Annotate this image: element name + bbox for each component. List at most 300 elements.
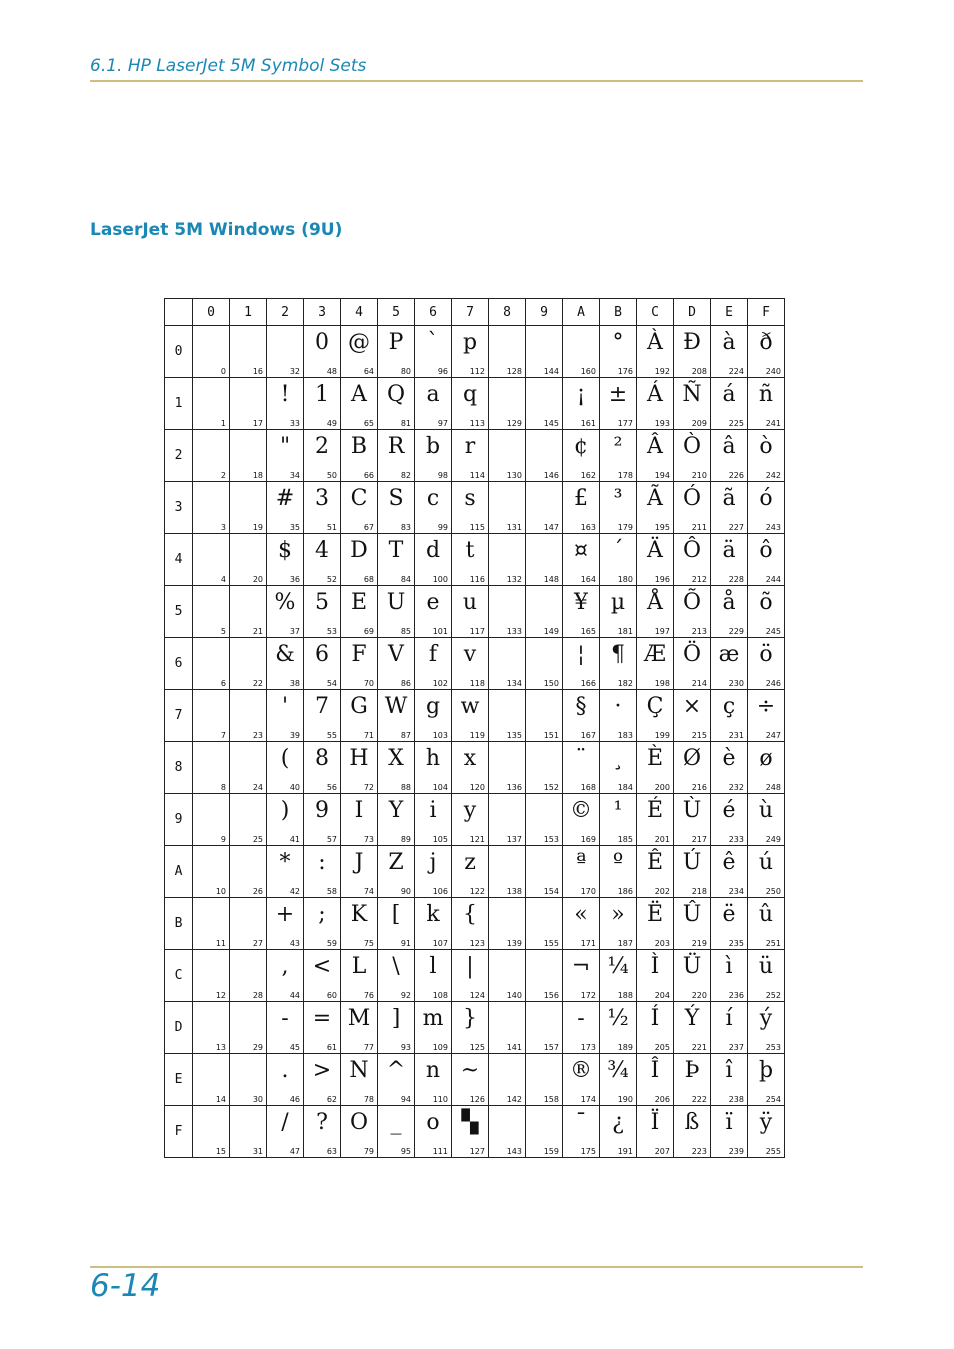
char-code: 191 [617,1147,633,1156]
char-glyph: è [722,746,736,771]
char-code: 75 [363,939,374,948]
char-code: 26 [252,887,263,896]
char-code: 40 [289,783,300,792]
char-code: 232 [728,783,744,792]
char-code: 101 [432,627,448,636]
running-header: 6.1. HP LaserJet 5M Symbol Sets [90,56,367,76]
char-glyph: × [682,694,702,719]
table-row [165,690,785,742]
char-code: 4 [220,575,226,584]
char-glyph: ² [613,434,623,459]
char-glyph: ¦ [577,642,585,667]
char-code: 130 [506,471,522,480]
char-glyph: Ó [682,486,702,511]
char-cell-7 [193,690,230,742]
char-cell-11 [193,898,230,950]
char-code: 186 [617,887,633,896]
char-glyph: § [575,694,587,719]
char-cell-225 [711,378,748,430]
char-cell-79 [341,1106,378,1158]
char-cell-134 [489,638,526,690]
char-cell-148 [526,534,563,586]
char-glyph: t [465,538,475,563]
char-glyph: R [387,434,405,459]
char-cell-131 [489,482,526,534]
char-cell-223 [674,1106,711,1158]
char-cell-55 [304,690,341,742]
char-glyph: ä [722,538,736,563]
char-code: 84 [400,575,411,584]
char-cell-249 [748,794,785,846]
char-code: 143 [506,1147,522,1156]
char-cell-16 [230,326,267,378]
char-glyph: ß [684,1110,700,1135]
char-cell-38 [267,638,304,690]
char-cell-24 [230,742,267,794]
char-code: 179 [617,523,633,532]
char-cell-129 [489,378,526,430]
char-glyph: j [429,850,437,875]
char-code: 3 [220,523,226,532]
char-glyph: ó [759,486,773,511]
char-code: 57 [326,835,337,844]
char-cell-0 [193,326,230,378]
char-cell-13 [193,1002,230,1054]
char-glyph: S [388,486,404,511]
char-code: 1 [220,419,226,428]
char-glyph: L [351,954,367,979]
char-cell-40 [267,742,304,794]
char-cell-243 [748,482,785,534]
char-code: 188 [617,991,633,1000]
char-glyph: Ù [682,798,702,823]
char-glyph: ï [725,1110,733,1135]
char-code: 178 [617,471,633,480]
char-code: 157 [543,1043,559,1052]
char-glyph: Ï [650,1110,660,1135]
char-cell-210 [674,430,711,482]
char-glyph: = [312,1006,332,1031]
char-glyph: } [463,1006,477,1031]
char-glyph: X [388,746,404,771]
char-code: 74 [363,887,374,896]
char-code: 111 [432,1147,448,1156]
column-header-9: 9 [526,299,563,326]
char-code: 142 [506,1095,522,1104]
char-code: 7 [220,731,226,740]
char-glyph: ▚ [461,1110,479,1135]
char-glyph: ÿ [759,1110,773,1135]
char-cell-98 [415,430,452,482]
char-glyph: a [426,382,440,407]
char-glyph: ç [722,694,736,719]
char-glyph: Ç [646,694,664,719]
char-cell-85 [378,586,415,638]
char-cell-31 [230,1106,267,1158]
char-cell-239 [711,1106,748,1158]
table-row [165,534,785,586]
char-cell-216 [674,742,711,794]
char-glyph: Â [647,434,663,459]
char-code: 0 [220,367,226,376]
char-cell-208 [674,326,711,378]
char-cell-113 [452,378,489,430]
char-cell-200 [637,742,674,794]
char-code: 212 [691,575,707,584]
char-code: 12 [215,991,226,1000]
char-glyph: | [466,954,474,979]
char-code: 251 [765,939,781,948]
table-row [165,586,785,638]
char-glyph: ! [280,382,290,407]
char-cell-87 [378,690,415,742]
char-cell-9 [193,794,230,846]
char-cell-76 [341,950,378,1002]
char-glyph: í [725,1006,733,1031]
char-code: 58 [326,887,337,896]
char-cell-252 [748,950,785,1002]
char-code: 172 [580,991,596,1000]
table-row [165,1054,785,1106]
char-code: 21 [252,627,263,636]
char-code: 19 [252,523,263,532]
char-glyph: ° [612,330,624,355]
char-glyph: « [574,902,588,927]
char-glyph: 8 [315,746,329,771]
char-glyph: - [577,1006,585,1031]
char-code: 9 [220,835,226,844]
char-glyph: f [428,642,438,667]
char-cell-44 [267,950,304,1002]
char-glyph: 9 [315,798,329,823]
char-glyph: · [614,694,622,719]
char-code: 126 [469,1095,485,1104]
char-code: 90 [400,887,411,896]
char-code: 52 [326,575,337,584]
char-cell-43 [267,898,304,950]
char-code: 192 [654,367,670,376]
section-title: LaserJet 5M Windows (9U) [90,220,343,240]
row-header-7: 7 [165,690,193,742]
column-header-row [165,299,785,326]
char-code: 55 [326,731,337,740]
char-code: 109 [432,1043,448,1052]
char-code: 209 [691,419,707,428]
char-cell-53 [304,586,341,638]
char-glyph: ù [758,798,774,823]
char-code: 68 [363,575,374,584]
char-code: 115 [469,523,485,532]
char-cell-47 [267,1106,304,1158]
char-cell-188 [600,950,637,1002]
column-header-a: A [563,299,600,326]
char-cell-144 [526,326,563,378]
char-cell-236 [711,950,748,1002]
char-code: 226 [728,471,744,480]
char-cell-65 [341,378,378,430]
char-code: 225 [728,419,744,428]
char-cell-88 [378,742,415,794]
row-header-b: B [165,898,193,950]
char-code: 37 [289,627,300,636]
char-glyph: w [460,694,480,719]
char-code: 184 [617,783,633,792]
corner-cell [165,299,193,326]
char-cell-115 [452,482,489,534]
char-glyph: o [426,1110,440,1135]
char-cell-221 [674,1002,711,1054]
char-glyph: _ [390,1110,402,1135]
char-code: 45 [289,1043,300,1052]
char-glyph: 1 [315,382,329,407]
char-cell-250 [748,846,785,898]
column-header-5: 5 [378,299,415,326]
char-cell-191 [600,1106,637,1158]
char-code: 167 [580,731,596,740]
char-glyph: \ [392,954,400,979]
char-code: 50 [326,471,337,480]
char-cell-226 [711,430,748,482]
char-glyph: [ [391,902,401,927]
char-code: 8 [220,783,226,792]
char-cell-175 [563,1106,600,1158]
row-header-0: 0 [165,326,193,378]
char-cell-51 [304,482,341,534]
char-code: 158 [543,1095,559,1104]
char-code: 59 [326,939,337,948]
char-cell-155 [526,898,563,950]
char-cell-81 [378,378,415,430]
char-code: 63 [326,1147,337,1156]
char-cell-128 [489,326,526,378]
char-glyph: v [463,642,477,667]
char-code: 81 [400,419,411,428]
char-cell-36 [267,534,304,586]
char-glyph: I [354,798,364,823]
char-cell-95 [378,1106,415,1158]
char-code: 215 [691,731,707,740]
char-cell-185 [600,794,637,846]
char-cell-45 [267,1002,304,1054]
char-glyph: F [351,642,367,667]
char-code: 119 [469,731,485,740]
char-cell-6 [193,638,230,690]
char-glyph: Ì [650,954,660,979]
char-glyph: Þ [684,1058,700,1083]
char-cell-187 [600,898,637,950]
char-glyph: % [274,590,296,615]
char-cell-167 [563,690,600,742]
char-glyph: ¶ [611,642,625,667]
char-cell-122 [452,846,489,898]
char-cell-165 [563,586,600,638]
char-glyph: ( [280,746,290,771]
char-cell-54 [304,638,341,690]
char-glyph: ¸ [612,746,624,771]
char-cell-56 [304,742,341,794]
char-cell-83 [378,482,415,534]
char-cell-172 [563,950,600,1002]
char-code: 34 [289,471,300,480]
char-code: 222 [691,1095,707,1104]
char-cell-78 [341,1054,378,1106]
char-cell-182 [600,638,637,690]
char-glyph: W [384,694,408,719]
char-code: 228 [728,575,744,584]
char-glyph: Ò [682,434,702,459]
char-code: 153 [543,835,559,844]
char-cell-163 [563,482,600,534]
char-cell-189 [600,1002,637,1054]
column-header-d: D [674,299,711,326]
char-cell-77 [341,1002,378,1054]
char-glyph: æ [718,642,740,667]
column-header-8: 8 [489,299,526,326]
char-cell-46 [267,1054,304,1106]
char-cell-228 [711,534,748,586]
char-glyph: ñ [758,382,774,407]
char-glyph: Ë [646,902,664,927]
char-cell-92 [378,950,415,1002]
char-cell-162 [563,430,600,482]
char-cell-227 [711,482,748,534]
char-cell-217 [674,794,711,846]
char-cell-232 [711,742,748,794]
char-cell-253 [748,1002,785,1054]
char-cell-110 [415,1054,452,1106]
char-code: 147 [543,523,559,532]
char-code: 99 [437,523,448,532]
char-code: 60 [326,991,337,1000]
char-cell-26 [230,846,267,898]
char-glyph: ; [318,902,326,927]
char-cell-206 [637,1054,674,1106]
char-code: 91 [400,939,411,948]
char-code: 199 [654,731,670,740]
char-code: 48 [326,367,337,376]
char-cell-199 [637,690,674,742]
char-cell-29 [230,1002,267,1054]
char-glyph: Ñ [682,382,702,407]
char-cell-171 [563,898,600,950]
char-code: 207 [654,1147,670,1156]
char-cell-15 [193,1106,230,1158]
char-cell-173 [563,1002,600,1054]
char-cell-69 [341,586,378,638]
char-code: 253 [765,1043,781,1052]
char-glyph: Ô [682,538,702,563]
char-code: 237 [728,1043,744,1052]
row-header-6: 6 [165,638,193,690]
char-code: 92 [400,991,411,1000]
char-cell-114 [452,430,489,482]
symbol-set-table [164,298,785,1158]
char-glyph: Ú [682,850,702,875]
char-code: 221 [691,1043,707,1052]
char-glyph: + [275,902,295,927]
char-glyph: ¾ [607,1058,629,1083]
char-code: 205 [654,1043,670,1052]
char-cell-90 [378,846,415,898]
char-code: 61 [326,1043,337,1052]
char-glyph: ¥ [574,590,588,615]
char-glyph: p [462,330,478,355]
char-code: 190 [617,1095,633,1104]
char-cell-202 [637,846,674,898]
char-cell-80 [378,326,415,378]
char-code: 71 [363,731,374,740]
char-glyph: ^ [386,1058,406,1083]
char-code: 102 [432,679,448,688]
char-code: 65 [363,419,374,428]
char-glyph: Á [647,382,663,407]
char-code: 122 [469,887,485,896]
char-glyph: h [425,746,441,771]
char-cell-138 [489,846,526,898]
char-cell-1 [193,378,230,430]
char-cell-176 [600,326,637,378]
table-row [165,326,785,378]
table-row [165,430,785,482]
char-code: 15 [215,1147,226,1156]
char-cell-174 [563,1054,600,1106]
char-code: 117 [469,627,485,636]
char-code: 220 [691,991,707,1000]
char-code: 27 [252,939,263,948]
char-cell-237 [711,1002,748,1054]
char-glyph: 4 [315,538,329,563]
char-code: 123 [469,939,485,948]
char-code: 187 [617,939,633,948]
char-code: 173 [580,1043,596,1052]
char-glyph: ê [722,850,736,875]
char-code: 196 [654,575,670,584]
char-glyph: ì [725,954,733,979]
char-cell-123 [452,898,489,950]
char-code: 110 [432,1095,448,1104]
char-cell-25 [230,794,267,846]
row-header-f: F [165,1106,193,1158]
char-glyph: V [388,642,404,667]
char-cell-18 [230,430,267,482]
char-cell-130 [489,430,526,482]
char-cell-93 [378,1002,415,1054]
char-glyph: n [425,1058,441,1083]
char-code: 144 [543,367,559,376]
char-cell-70 [341,638,378,690]
table-row [165,742,785,794]
char-cell-196 [637,534,674,586]
char-cell-214 [674,638,711,690]
char-code: 47 [289,1147,300,1156]
char-glyph: ½ [607,1006,629,1031]
char-cell-166 [563,638,600,690]
char-code: 13 [215,1043,226,1052]
char-glyph: O [349,1110,369,1135]
char-glyph: ¨ [575,746,587,771]
char-cell-164 [563,534,600,586]
char-cell-212 [674,534,711,586]
table-row [165,1106,785,1158]
char-glyph: ¬ [571,954,591,979]
char-cell-133 [489,586,526,638]
char-glyph: G [350,694,368,719]
char-cell-57 [304,794,341,846]
char-code: 138 [506,887,522,896]
char-cell-73 [341,794,378,846]
char-code: 33 [289,419,300,428]
table-row [165,898,785,950]
